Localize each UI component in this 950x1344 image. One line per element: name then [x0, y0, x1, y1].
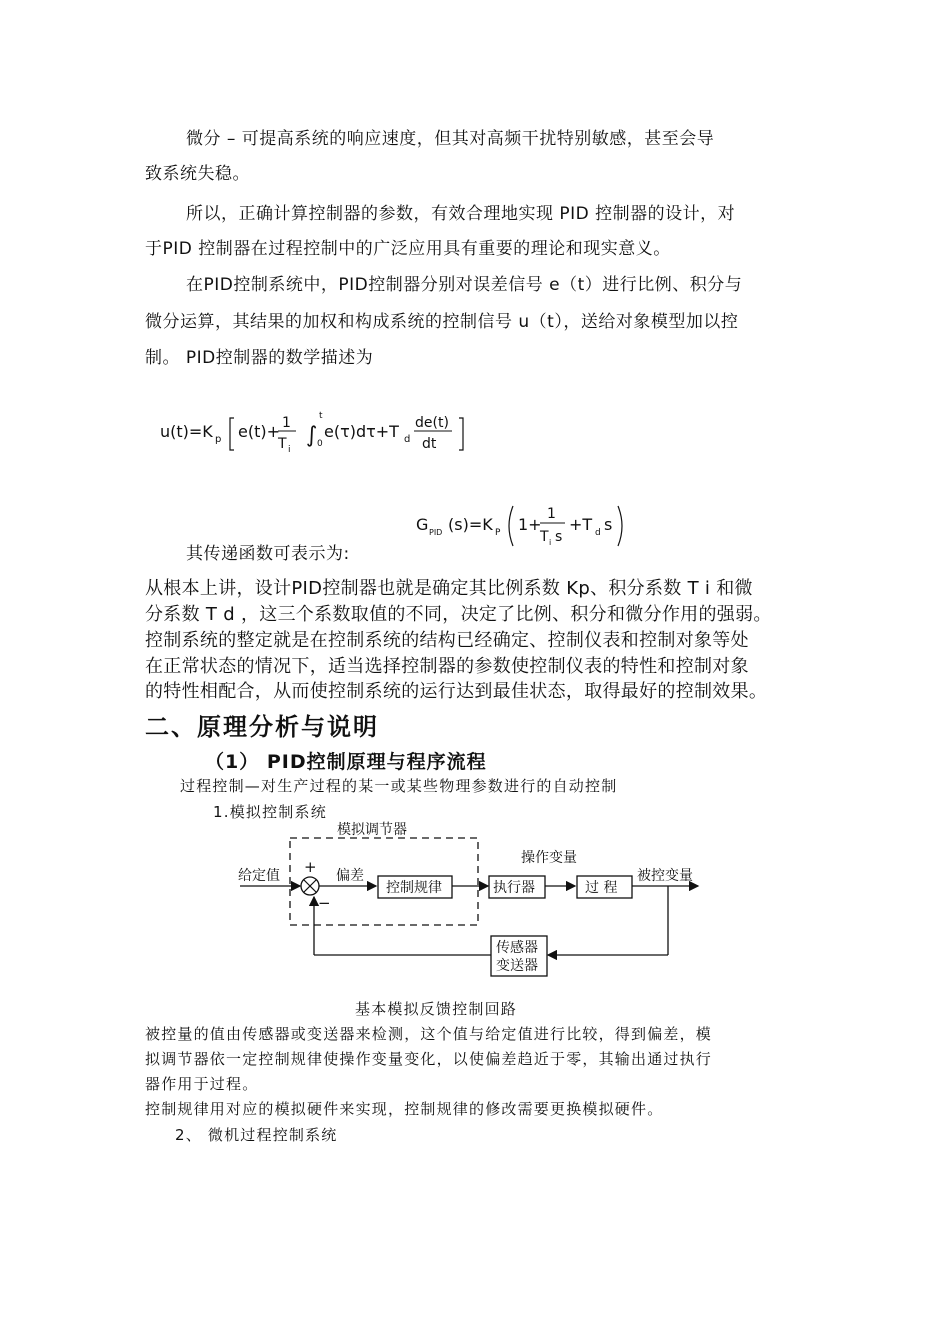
- formula-td-sub: d: [404, 434, 411, 445]
- regulator-label: 模拟调节器: [337, 822, 407, 838]
- tf-one-plus: 1+: [518, 515, 542, 534]
- tf-g-sub: PID: [429, 528, 443, 537]
- transfer-label: 其传递函数可表示为:: [186, 544, 350, 564]
- control-law-label: 控制规律: [386, 880, 442, 896]
- list-item-2: 2、 微机过程控制系统: [175, 1126, 338, 1144]
- tf-plus-td: +T: [569, 515, 593, 534]
- actuator-label: 执行器: [493, 880, 535, 896]
- integral-sign-icon: ∫: [306, 423, 318, 448]
- list-item-1: 1.模拟控制系统: [213, 803, 327, 821]
- tf-tail-s: s: [604, 515, 613, 534]
- paragraph-line: 微分 – 可提高系统的响应速度，但其对高频干扰特别敏感，甚至会导: [186, 129, 715, 149]
- paragraph-line: 拟调节器依一定控制规律使操作变量变化，以使偏差趋近于零，其输出通过执行: [145, 1050, 713, 1068]
- section-heading: 二、原理分析与说明: [145, 713, 379, 741]
- subsection-heading: （1） PID控制原理与程序流程: [205, 751, 487, 773]
- transfer-function-formula: [410, 498, 640, 554]
- paragraph-line: 所以，正确计算控制器的参数，有效合理地实现 PID 控制器的设计，对: [186, 204, 736, 224]
- paragraph-line: 制。 PID控制器的数学描述为: [145, 348, 374, 368]
- formula-int-upper: t: [319, 411, 323, 421]
- tf-s: s: [555, 529, 563, 545]
- minus-sign: −: [318, 894, 331, 912]
- paragraph-line: 被控量的值由传感器或变送器来检测，这个值与给定值进行比较，得到偏差，模: [145, 1025, 713, 1043]
- feedback-loop-diagram: [230, 818, 710, 988]
- sensor-label-line2: 变送器: [496, 958, 538, 974]
- formula-ti-sub: i: [288, 445, 291, 455]
- paragraph-line: 于PID 控制器在过程控制中的广泛应用具有重要的理论和现实意义。: [145, 239, 671, 259]
- pid-formula: [160, 400, 480, 462]
- paragraph-line: 控制规律用对应的模拟硬件来实现，控制规律的修改需要更换模拟硬件。: [145, 1100, 664, 1118]
- setpoint-label: 给定值: [238, 868, 280, 884]
- formula-int-lower: 0: [317, 439, 323, 449]
- plus-sign: +: [304, 858, 317, 876]
- paragraph-line: 致系统失稳。: [145, 164, 250, 184]
- paragraph-line: 在PID控制系统中，PID控制器分别对误差信号 e（t）进行比例、积分与: [186, 275, 743, 295]
- definition-line: 过程控制—对生产过程的某一或某些物理参数进行的自动控制: [180, 777, 618, 795]
- tf-tis-sub: i: [549, 538, 552, 547]
- tf-kp-sub: P: [495, 528, 501, 538]
- tf-one: 1: [547, 506, 556, 522]
- formula-et: e(t)+: [238, 422, 281, 441]
- sensor-label-line1: 传感器: [496, 940, 538, 956]
- paragraph-line: 微分运算，其结果的加权和构成系统的控制信号 u（t），送给对象模型加以控: [145, 312, 739, 332]
- formula-one: 1: [282, 415, 291, 431]
- paragraph-line: 从根本上讲，设计PID控制器也就是确定其比例系数 Kp、积分系数 T i 和微: [145, 578, 753, 599]
- manipulated-label: 操作变量: [521, 850, 577, 866]
- paragraph-line: 在正常状态的情况下，适当选择控制器的参数使控制仪表的特性和控制对象: [145, 656, 749, 677]
- formula-integrand: e(τ)dτ+T: [324, 422, 399, 441]
- formula-lhs: u(t)=K: [160, 422, 213, 441]
- paragraph-line: 的特性相配合，从而使控制系统的运行达到最佳状态，取得最好的控制效果。: [145, 681, 768, 702]
- tf-mid: (s)=K: [448, 515, 493, 534]
- paragraph-line: 控制系统的整定就是在控制系统的结构已经确定、控制仪表和控制对象等处: [145, 630, 749, 651]
- formula-ti: T: [278, 436, 287, 452]
- tf-tis: T: [540, 529, 549, 545]
- tf-g: G: [416, 515, 429, 534]
- paragraph-line: 器作用于过程。: [145, 1075, 259, 1093]
- diagram-caption: 基本模拟反馈控制回路: [355, 1000, 518, 1018]
- tf-td-sub: d: [595, 528, 601, 538]
- paragraph-line: 分系数 T d ，这三个系数取值的不同，决定了比例、积分和微分作用的强弱。: [145, 604, 772, 625]
- deviation-label: 偏差: [336, 868, 364, 884]
- formula-dt: dt: [422, 436, 437, 452]
- formula-kp-sub: p: [215, 434, 222, 445]
- controlled-label: 被控变量: [637, 868, 693, 884]
- process-label: 过 程: [585, 880, 618, 896]
- formula-de: de(t): [415, 415, 449, 431]
